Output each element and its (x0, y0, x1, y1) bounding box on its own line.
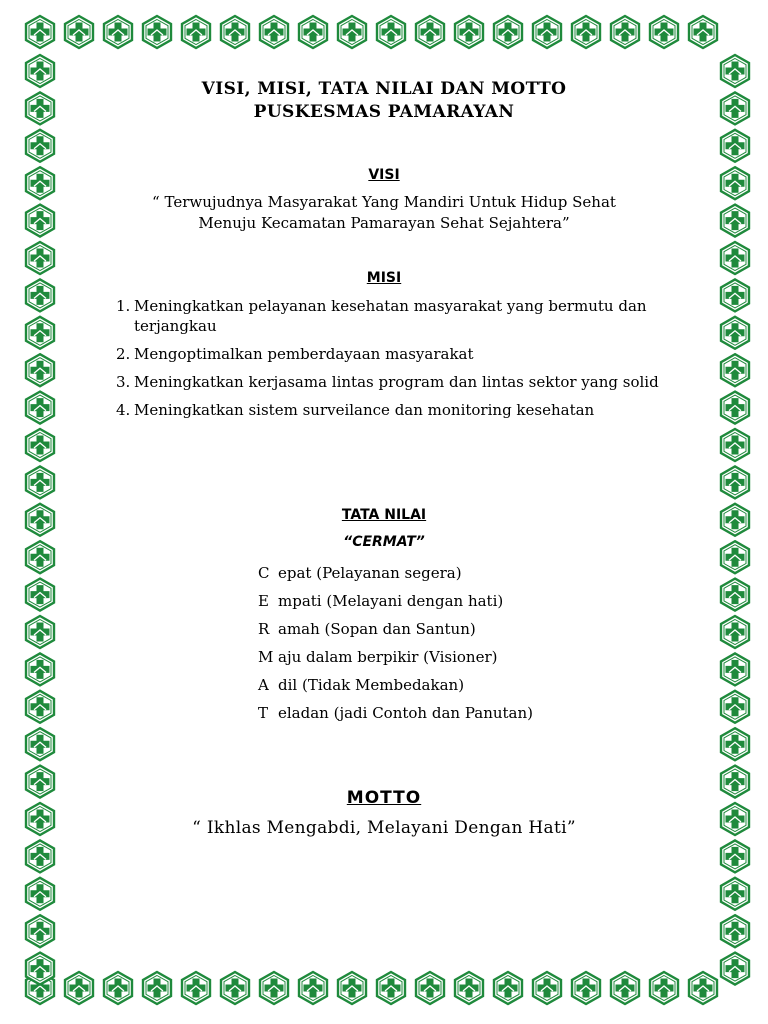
tata-nilai-item (258, 675, 533, 703)
misi-list (116, 296, 676, 428)
tata-nilai-letter: A (258, 676, 269, 694)
motto-heading: MOTTO (346, 788, 422, 808)
tata-nilai-item (258, 647, 533, 675)
misi-item (116, 372, 676, 392)
misi-item-number: 3. (116, 373, 131, 391)
misi-item (116, 400, 676, 420)
tata-nilai-heading: TATA NILAI (341, 507, 427, 523)
tata-nilai-item (258, 619, 533, 647)
tata-nilai-text: dil (Tidak Membedakan) (278, 676, 465, 694)
tata-nilai-text: mpati (Melayani dengan hati) (278, 592, 504, 610)
misi-item-text: Meningkatkan pelayanan kesehatan masyarakat yang bermutu dan terjangkau (134, 297, 647, 335)
misi-item-number: 2. (116, 345, 131, 363)
misi-item (116, 344, 676, 364)
misi-item-text: Meningkatkan sistem surveilance dan monitoring kesehatan (134, 401, 595, 419)
misi-item-number: 4. (116, 401, 131, 419)
tata-nilai-letter: C (258, 564, 270, 582)
tata-nilai-text: aju dalam berpikir (Visioner) (278, 648, 498, 666)
misi-item-text: Meningkatkan kerjasama lintas program dan lintas sektor yang solid (134, 373, 659, 391)
misi-heading: MISI (366, 270, 402, 286)
misi-item-number: 1. (116, 297, 131, 315)
misi-item (116, 296, 676, 336)
tata-nilai-text: eladan (jadi Contoh dan Panutan) (278, 704, 533, 722)
motto-text: “ Ikhlas Mengabdi, Melayani Dengan Hati” (192, 818, 576, 838)
tata-nilai-item (258, 563, 533, 591)
tata-nilai-item (258, 703, 533, 731)
page-title-line-2: PUSKESMAS PAMARAYAN (253, 102, 515, 122)
tata-nilai-acronym: “CERMAT” (343, 534, 425, 550)
page-title-line-1: VISI, MISI, TATA NILAI DAN MOTTO (201, 79, 567, 99)
tata-nilai-letter: R (258, 620, 270, 638)
visi-text-line-2: Menuju Kecamatan Pamarayan Sehat Sejahtera” (198, 214, 570, 232)
tata-nilai-text: epat (Pelayanan segera) (278, 564, 462, 582)
tata-nilai-item (258, 591, 533, 619)
tata-nilai-text: amah (Sopan dan Santun) (278, 620, 476, 638)
tata-nilai-letter: T (258, 704, 269, 722)
visi-heading: VISI (368, 167, 400, 183)
misi-item-text: Mengoptimalkan pemberdayaan masyarakat (134, 345, 474, 363)
tata-nilai-letter: M (258, 648, 274, 666)
tata-nilai-list (258, 563, 533, 731)
tata-nilai-letter: E (258, 592, 269, 610)
visi-text-line-1: “ Terwujudnya Masyarakat Yang Mandiri Untuk Hidup Sehat (152, 193, 616, 211)
